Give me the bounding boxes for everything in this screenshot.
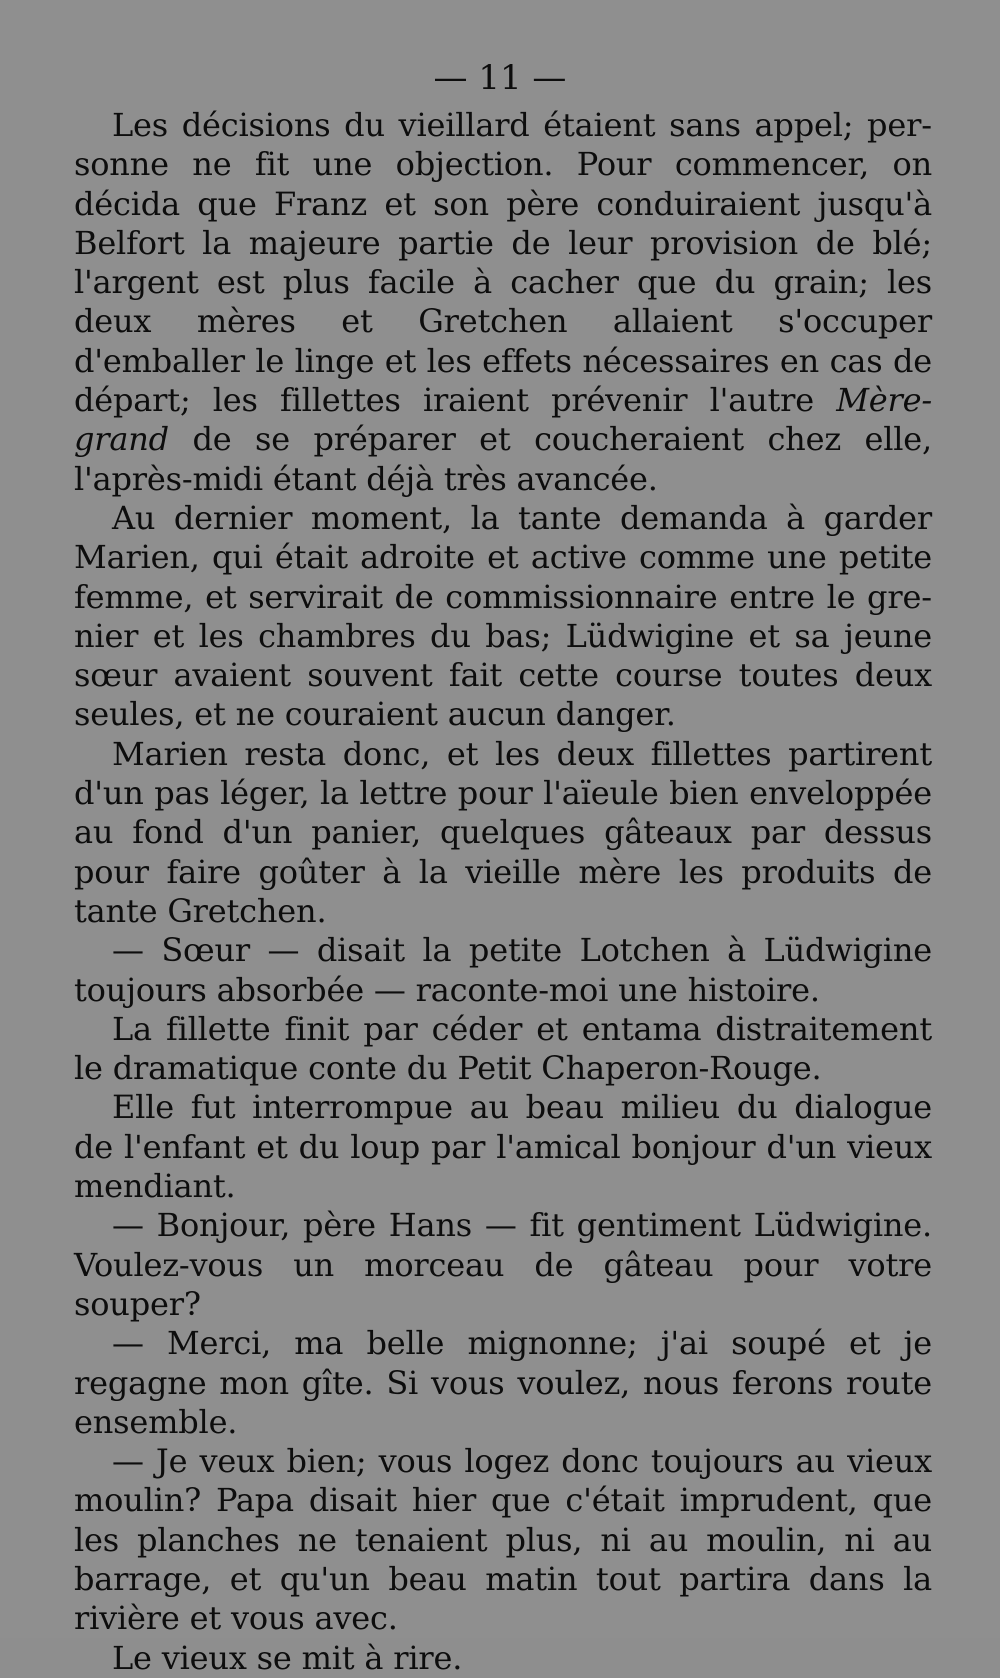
paragraph-7: — Bonjour, père Hans — fit gentiment Lüdwigine. Voulez-vous un morceau de gâteau pour votre souper? <box>74 1206 932 1323</box>
paragraph-10: Le vieux se mit à rire. <box>112 1638 463 1677</box>
paragraph-1-text-after: de se préparer et coucheraient chez elle, l'après-midi étant déjà très avancée. <box>74 420 932 498</box>
paragraph-1-text: Les décisions du vieillard étaient sans appel; personne ne fit une objection. Pour commencer, on décida que Franz et son père conduiraient jusqu'à Belfort la majeure partie de leur provision de blé; l'argent est plus facile à cacher que du grain; les deux mères et Gretchen allaient s'occuper d'emballer le linge et les effets nécessaires en cas de départ; les fillettes iraient prévenir l'autre <box>74 106 932 420</box>
paragraph-1-emphasis: Mère-grand <box>74 381 932 459</box>
paragraph-6: Elle fut interrompue au beau milieu du dialogue de l'enfant et du loup par l'amical bonjour d'un vieux mendiant. <box>74 1088 932 1206</box>
paragraph-4: — Sœur — disait la petite Lotchen à Lüdwigine toujours absorbée — raconte-moi une histoire. <box>74 931 932 1009</box>
paragraph-8: — Merci, ma belle mignonne; j'ai soupé et je regagne mon gîte. Si vous voulez, nous ferons route ensemble. <box>74 1324 932 1441</box>
paragraph-3: Marien resta donc, et les deux fillettes partirent d'un pas léger, la lettre pour l'aïeule bien enveloppée au fond d'un panier, quelques gâteaux par dessus pour faire goûter à la vieille mère les produits de tante Gretchen. <box>74 734 932 930</box>
paragraph-5: La fillette finit par céder et entama distraitement le dramatique conte du Petit Chaperon-Rouge. <box>74 1009 932 1088</box>
body-text <box>74 106 932 1678</box>
paragraph-1 <box>74 106 932 499</box>
page-number: — 11 — <box>433 58 567 98</box>
paragraph-2: Au dernier moment, la tante demanda à garder Marien, qui était adroite et active comme une petite femme, et servirait de commissionnaire entre le grenier et les chambres du bas; Lüdwigine et sa jeune sœur avaient souvent fait cette course toutes deux seules, et ne couraient aucun danger. <box>74 498 932 734</box>
paragraph-9: — Je veux bien; vous logez donc toujours au vieux moulin? Papa disait hier que c'était imprudent, que les planches ne tenaient plus, ni au moulin, ni au barrage, et qu'un beau matin tout partira dans la rivière et vous avec. <box>74 1442 932 1638</box>
